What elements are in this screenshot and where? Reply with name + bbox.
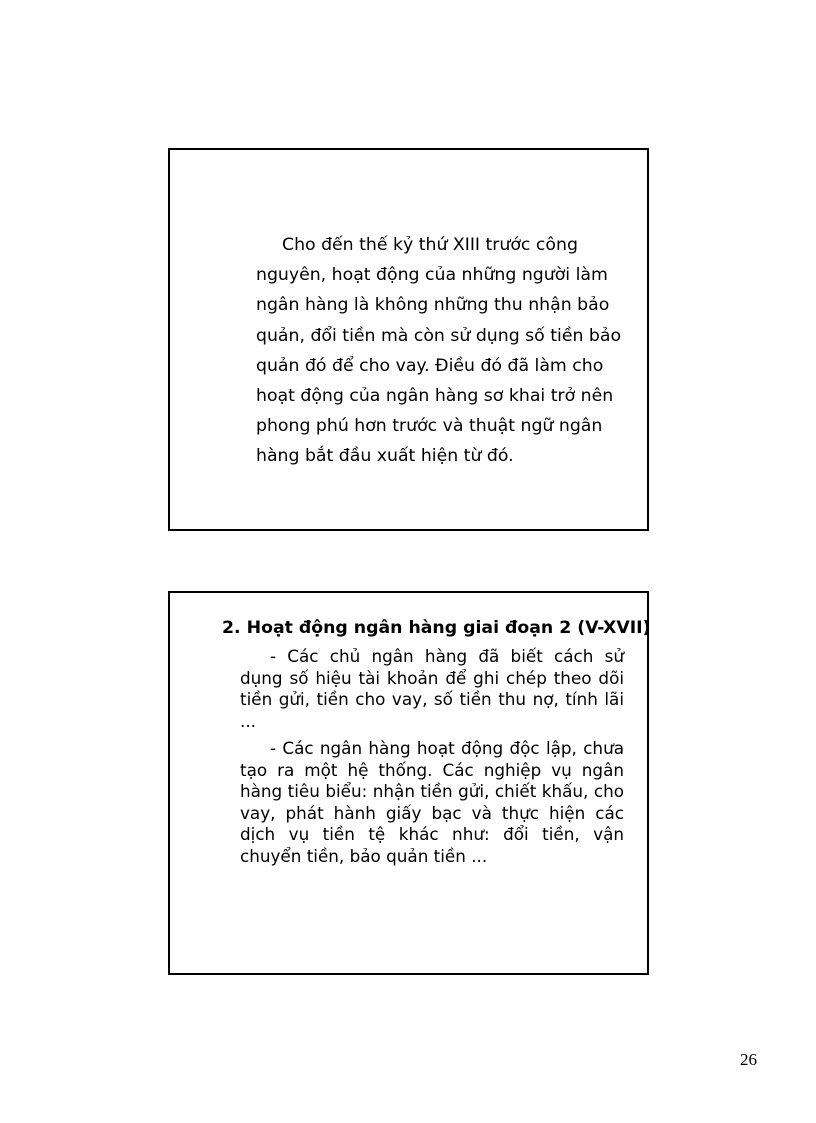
slide-2-paragraph-1: - Các chủ ngân hàng đã biết cách sử dụng số hiệu tài khoản để ghi chép theo dõi tiền gửi, tiền cho vay, số tiền thu nợ, tính lãi ...	[240, 646, 624, 731]
slide-2-heading: 2. Hoạt động ngân hàng giai đoạn 2 (V-XVII)	[222, 618, 651, 638]
slide-2-paragraph-2: - Các ngân hàng hoạt động độc lập, chưa tạo ra một hệ thống. Các nghiệp vụ ngân hàng tiêu biểu: nhận tiền gửi, chiết khấu, cho vay, phát hành giấy bạc và thực hiện các dịch vụ tiền tệ khác như: đổi tiền, vận chuyển tiền, bảo quản tiền ...	[240, 738, 624, 866]
slide-1	[168, 148, 649, 531]
slide-2	[168, 591, 649, 975]
page-number: 26	[740, 1050, 757, 1069]
slide-1-paragraph: Cho đến thế kỷ thứ XIII trước công nguyên, hoạt động của những người làm ngân hàng là không những thu nhận bảo quản, đổi tiền mà còn sử dụng số tiền bảo quản đó để cho vay. Điều đó đã làm cho hoạt động của ngân hàng sơ khai trở nên phong phú hơn trước và thuật ngữ ngân hàng bắt đầu xuất hiện từ đó.	[256, 235, 622, 467]
